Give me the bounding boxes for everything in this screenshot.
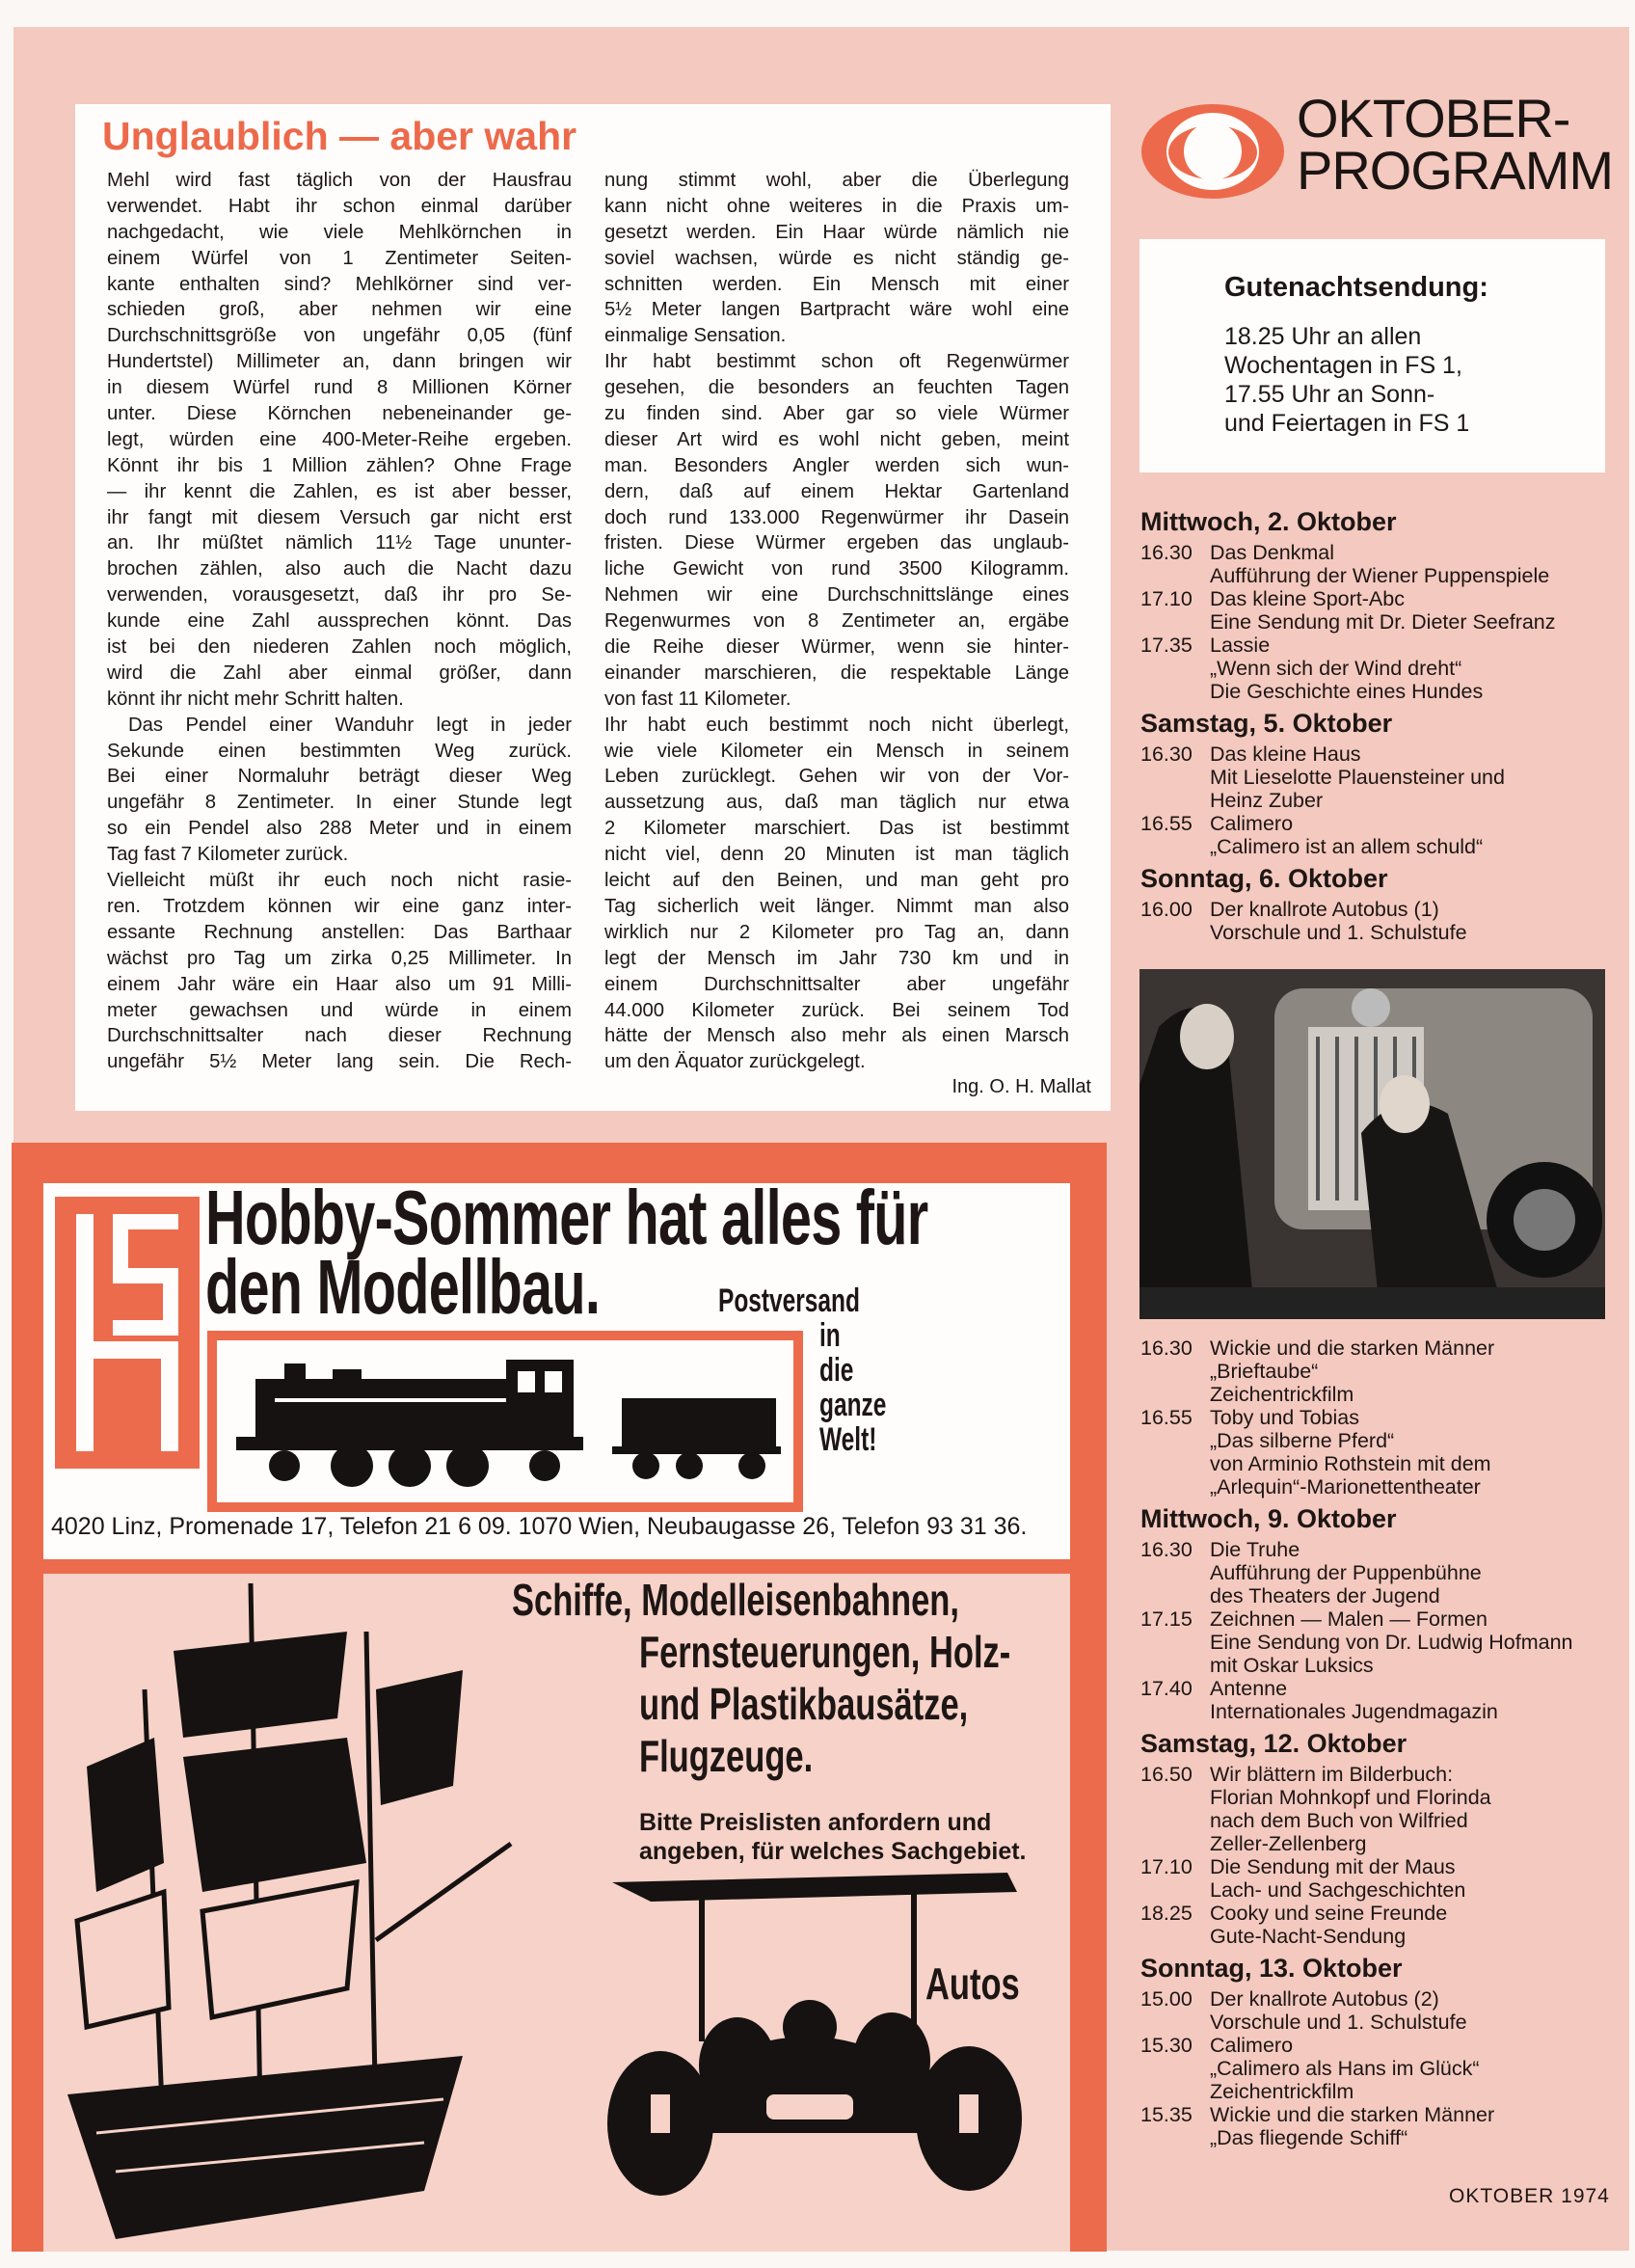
day-heading: Mittwoch, 2. Oktober <box>1140 507 1397 536</box>
program-description <box>1210 1763 1491 1855</box>
program-title <box>1297 88 1613 201</box>
program-line: Zeichentrickfilm <box>1210 1383 1354 1406</box>
program-line: Calimero <box>1210 812 1294 835</box>
program-description <box>1210 2034 1480 2103</box>
program-time: 16.00 <box>1140 898 1193 921</box>
program-description <box>1210 1406 1491 1498</box>
program-line: Mit Lieselotte Plauensteiner und <box>1210 766 1505 789</box>
ad-autos-label: Autos <box>925 1958 1020 2009</box>
program-description <box>1210 1607 1573 1677</box>
day-heading: Mittwoch, 9. Oktober <box>1140 1504 1397 1533</box>
article-line: kunde eine Zahl aussprechen könnt. Das <box>107 610 572 633</box>
program-time: 15.30 <box>1140 2034 1193 2057</box>
article-line: dern, daß auf einem Hektar Gartenland <box>604 480 1069 502</box>
article-line: dieser Art wird es wohl nicht geben, meint <box>604 428 1069 450</box>
article-line: Tag fast 7 Kilometer zurück. <box>107 844 349 866</box>
locomotive-icon <box>217 1340 793 1502</box>
article-line: einem Würfel von 1 Zentimeter Seiten- <box>107 247 572 269</box>
program-line: Aufführung der Puppenbühne <box>1210 1561 1482 1584</box>
article-line: 44.000 Kilometer zurück. Bei seinem Tod <box>604 999 1069 1021</box>
program-time: 16.30 <box>1140 541 1193 564</box>
program-line: des Theaters der Jugend <box>1210 1584 1440 1607</box>
article-line: Durchschnittsalter nach dieser Rechnung <box>107 1025 572 1047</box>
ad-headline-line2: den Modellbau. <box>205 1244 601 1330</box>
article-line: Tag sicherlich weit länger. Nimmt man also <box>604 895 1069 917</box>
program-line: „Arlequin“-Marionettentheater <box>1210 1475 1481 1498</box>
article-line: wird die Zahl aber einmal größer, dann <box>107 662 572 684</box>
article-line: Sekunde einen bestimmten Weg zurück. <box>107 740 572 762</box>
article-line: gesetzt werden. Ein Haar würde nämlich nie <box>604 221 1069 243</box>
article-line: Könnt ihr bis 1 Million zählen? Ohne Frage <box>107 454 572 476</box>
article-line: verwendet. Habt ihr schon einmal darüber <box>107 195 572 217</box>
article-line: legt, würden eine 400-Meter-Reihe ergeben. <box>107 428 572 450</box>
program-entry <box>1140 1763 1622 1855</box>
article-line: schnitten werden. Ein Mensch mit einer <box>604 273 1069 295</box>
article-line: ungefähr 8 Zentimeter. In einer Stunde legt <box>107 792 572 814</box>
day-heading: Sonntag, 13. Oktober <box>1140 1954 1403 1983</box>
program-entry <box>1140 812 1622 858</box>
ad-worldwide-line: ganze <box>819 1387 887 1423</box>
article-line: soviel wachsen, würde es nicht ständig ge- <box>604 247 1069 269</box>
ad-bottom-panel <box>43 1574 1070 2252</box>
article-line: Bei einer Normaluhr beträgt dieser Weg <box>107 766 572 788</box>
program-line: Heinz Zuber <box>1210 789 1324 812</box>
article-line: meter gewachsen und würde in einem <box>107 999 572 1021</box>
article-line: Regenwurmes von 8 Zentimeter an, ergäbe <box>604 610 1069 633</box>
program-entry <box>1140 1406 1622 1498</box>
article-line: hätte der Mensch also mehr als einen Marsch <box>604 1025 1069 1047</box>
goodnight-line: 18.25 Uhr an allen <box>1224 323 1422 350</box>
article-line: legt der Mensch im Jahr 730 km und in <box>604 947 1069 969</box>
ad-worldwide <box>819 1318 886 1457</box>
program-description <box>1210 812 1483 858</box>
program-line: mit Oskar Luksics <box>1210 1654 1374 1677</box>
article-line: brochen zählen, also auch die Nacht dazu <box>107 558 572 580</box>
day-heading: Sonntag, 6. Oktober <box>1140 864 1388 893</box>
day-heading: Samstag, 12. Oktober <box>1140 1729 1407 1758</box>
program-line: Zeichentrickfilm <box>1210 2080 1354 2103</box>
program-line: Vorschule und 1. Schulstufe <box>1210 2011 1467 2034</box>
program-entry <box>1140 1677 1622 1723</box>
program-time: 15.00 <box>1140 1987 1193 2011</box>
page-footer-date: OKTOBER 1974 <box>1449 2185 1610 2207</box>
program-line: Eine Sendung mit Dr. Dieter Seefranz <box>1210 610 1556 634</box>
train-illustration-frame <box>207 1331 803 1512</box>
program-entry <box>1140 2103 1622 2149</box>
article-line: Vielleicht müßt ihr euch noch nicht rasie- <box>107 870 572 892</box>
sailing-ship-icon <box>58 1574 540 2252</box>
article-line: einem Durchschnittsalter aber ungefähr <box>604 973 1069 995</box>
program-line: „Calimero als Hans im Glück“ <box>1210 2057 1480 2080</box>
article-line: Durchschnittsgröße von ungefähr 0,05 (fünf <box>107 325 572 347</box>
program-line: Wir blättern im Bilderbuch: <box>1210 1763 1454 1786</box>
goodnight-title: Gutenachtsendung: <box>1224 272 1488 303</box>
ad-request-line: Bitte Preislisten anfordern und <box>639 1809 992 1836</box>
program-entry <box>1140 634 1622 703</box>
article-line: ungefähr 5½ Meter lang sein. Die Rech- <box>107 1051 572 1073</box>
ad-request-line: angeben, für welches Sachgebiet. <box>639 1838 1027 1865</box>
tv-still-photo <box>1139 969 1605 1319</box>
program-time: 17.15 <box>1140 1607 1193 1631</box>
program-line: Lassie <box>1210 634 1271 657</box>
program-time: 16.30 <box>1140 742 1193 766</box>
program-entry <box>1140 541 1622 587</box>
article-line: von fast 11 Kilometer. <box>604 688 791 710</box>
program-line: Das kleine Sport-Abc <box>1210 587 1405 610</box>
ad-headline-line1: Hobby-Sommer hat alles für <box>205 1174 928 1260</box>
program-line: Toby und Tobias <box>1210 1406 1359 1429</box>
program-line: Wickie und die starken Männer <box>1210 1336 1495 1360</box>
program-line: Calimero <box>1210 2034 1294 2057</box>
goodnight-line: 17.55 Uhr an Sonn- <box>1224 381 1435 408</box>
race-car-icon <box>593 1844 1056 2210</box>
ad-products-line: und Plastikbausätze, <box>639 1679 969 1729</box>
program-time: 16.30 <box>1140 1538 1193 1561</box>
program-line: Das kleine Haus <box>1210 742 1361 766</box>
article-line: wirklich nur 2 Kilometer pro Tag an, dann <box>604 921 1069 943</box>
article-line: essante Rechnung anstellen: Das Barthaar <box>107 921 572 943</box>
program-line: Die Geschichte eines Hundes <box>1210 680 1484 703</box>
article-author: Ing. O. H. Mallat <box>952 1076 1091 1097</box>
article-line: könnt ihr nicht mehr Schritt halten. <box>107 688 404 710</box>
program-entry <box>1140 1902 1622 1948</box>
ad-products-line: Flugzeuge. <box>639 1731 814 1781</box>
program-entry <box>1140 1607 1622 1677</box>
orf-logo-icon <box>1139 102 1286 201</box>
hs-logo-icon <box>55 1197 200 1469</box>
program-description <box>1210 898 1467 944</box>
program-line: Der knallrote Autobus (2) <box>1210 1987 1439 2011</box>
article-line: nachgedacht, wie viele Mehlkörnchen in <box>107 221 572 243</box>
article-line: Nehmen wir eine Durchschnittslänge eines <box>604 584 1069 607</box>
article-line: 2 Kilometer marschiert. Das ist bestimmt <box>604 818 1069 840</box>
article-line: doch rund 133.000 Regenwürmer ihr Dasein <box>604 506 1069 528</box>
program-line: Das Denkmal <box>1210 541 1335 564</box>
goodnight-line: Wochentagen in FS 1, <box>1224 352 1462 379</box>
article-line: die Reihe dieser Würmer, wenn sie hinter- <box>604 636 1069 659</box>
article-line: einem Jahr wäre ein Haar also um 91 Milli- <box>107 973 572 995</box>
program-time: 17.10 <box>1140 1855 1193 1878</box>
article-line: kante enthalten sind? Mehlkörner sind ver- <box>107 273 572 295</box>
article-line: Mehl wird fast täglich von der Hausfrau <box>107 170 572 191</box>
program-time: 16.55 <box>1140 1406 1193 1429</box>
program-description <box>1210 1987 1467 2034</box>
article-line: nicht viel, denn 20 Minuten ist man täglich <box>604 844 1069 866</box>
article-line: Ihr habt bestimmt schon oft Regenwürmer <box>604 351 1069 373</box>
article-line: aussetzung aus, daß man täglich nur etwa <box>604 792 1069 814</box>
ad-top-panel <box>43 1174 1070 1559</box>
program-line: Cooky und seine Freunde <box>1210 1902 1448 1925</box>
ad-products-line: Fernsteuerungen, Holz- <box>639 1627 1011 1677</box>
program-entry <box>1140 1987 1622 2034</box>
program-line: Eine Sendung von Dr. Ludwig Hofmann <box>1210 1631 1573 1654</box>
program-entry <box>1140 898 1622 944</box>
article-line: — ihr kennt die Zahlen, es ist aber besser, <box>107 480 572 502</box>
program-line: Die Truhe <box>1210 1538 1300 1561</box>
article-line: Hundertstel) Millimeter an, dann bringen wir <box>107 351 572 373</box>
ad-products-line: Schiffe, Modelleisenbahnen, <box>512 1575 959 1625</box>
article-line: gesehen, die besonders an feuchten Tagen <box>604 377 1069 399</box>
article-line: in diesem Würfel rund 8 Millionen Körner <box>107 377 572 399</box>
article-line: ihr fangt mit diesem Versuch gar nicht erst <box>107 506 572 528</box>
program-entry <box>1140 1855 1622 1902</box>
program-description <box>1210 1336 1494 1406</box>
article-line: einander marschieren, die respektable Länge <box>604 662 1069 684</box>
article-line: ist bei den niederen Zahlen noch möglich, <box>107 636 572 659</box>
program-time: 17.35 <box>1140 634 1193 657</box>
photo-bus-and-people-icon <box>1139 969 1605 1319</box>
schedule-part-1 <box>1140 501 1622 944</box>
program-line: Florian Mohnkopf und Florinda <box>1210 1786 1491 1809</box>
program-description <box>1210 541 1549 587</box>
program-time: 17.10 <box>1140 587 1193 610</box>
program-title-line2: PROGRAMM <box>1297 140 1613 201</box>
program-entry <box>1140 742 1622 812</box>
program-description <box>1210 1677 1498 1723</box>
goodnight-box <box>1139 239 1605 472</box>
article-line: so ein Pendel also 288 Meter und in einem <box>107 818 572 840</box>
article-line: Ihr habt euch bestimmt noch nicht überlegt, <box>604 714 1069 736</box>
program-line: „Das silberne Pferd“ <box>1210 1429 1395 1452</box>
program-line: Wickie und die starken Männer <box>1210 2103 1495 2126</box>
article-line: liche Gewicht von rund 3500 Kilogramm. <box>604 558 1069 580</box>
schedule-part-2 <box>1140 1336 1622 2149</box>
program-line: Zeichnen — Malen — Formen <box>1210 1607 1488 1631</box>
program-time: 16.30 <box>1140 1336 1193 1360</box>
ad-postversand: Postversand <box>718 1282 860 1319</box>
article-line: wie viele Kilometer ein Mensch in seinem <box>604 740 1069 762</box>
program-line: Antenne <box>1210 1677 1288 1700</box>
program-description <box>1210 634 1483 703</box>
article-line: kann nicht ohne weiteres in die Praxis um- <box>604 195 1069 217</box>
program-description <box>1210 1902 1447 1948</box>
article-line: unter. Diese Körnchen nebeneinander ge- <box>107 403 572 425</box>
article-line: zu finden sind. Aber gar so viele Würmer <box>604 403 1069 425</box>
program-entry <box>1140 1538 1622 1607</box>
program-time: 16.50 <box>1140 1763 1193 1786</box>
program-description <box>1210 1855 1465 1902</box>
program-line: Internationales Jugendmagazin <box>1210 1700 1498 1723</box>
program-description <box>1210 742 1505 812</box>
article-line: wächst pro Tag um zirka 0,25 Millimeter. In <box>107 947 572 969</box>
article-line: Leben zurücklegt. Gehen wir von der Vor- <box>604 766 1069 788</box>
ad-address: 4020 Linz, Promenade 17, Telefon 21 6 09. 1070 Wien, Neubaugasse 26, Telefon 93 31 36. <box>51 1513 1028 1540</box>
program-description <box>1210 1538 1482 1607</box>
day-heading: Samstag, 5. Oktober <box>1140 709 1393 738</box>
article-line: einmalige Sensation. <box>604 325 787 347</box>
article-line: man. Besonders Angler werden sich wun- <box>604 454 1069 476</box>
program-title-line1: OKTOBER- <box>1297 88 1570 148</box>
program-time: 18.25 <box>1140 1902 1193 1925</box>
program-time: 16.55 <box>1140 812 1193 835</box>
article-line: Das Pendel einer Wanduhr legt in jeder <box>128 714 572 736</box>
program-time: 17.40 <box>1140 1677 1193 1700</box>
program-entry <box>1140 1336 1622 1406</box>
article-line: an. Ihr müßtet nämlich 11½ Tage ununter- <box>107 532 572 554</box>
article-line: schieden groß, aber nehmen wir eine <box>107 299 572 321</box>
program-line: „Brieftaube“ <box>1210 1360 1319 1383</box>
program-entry <box>1140 587 1622 634</box>
article-column-right <box>604 168 1069 1075</box>
program-line: Aufführung der Wiener Puppenspiele <box>1210 564 1550 587</box>
program-line: Gute-Nacht-Sendung <box>1210 1925 1407 1948</box>
article-line: fristen. Diese Würmer ergeben das unglaub- <box>604 532 1069 554</box>
goodnight-times <box>1224 322 1469 438</box>
program-line: Der knallrote Autobus (1) <box>1210 898 1439 921</box>
program-time: 15.35 <box>1140 2103 1193 2126</box>
program-line: Zeller-Zellenberg <box>1210 1832 1367 1855</box>
program-line: Lach- und Sachgeschichten <box>1210 1878 1466 1902</box>
ad-worldwide-line: die <box>819 1352 854 1389</box>
article-line: ren. Trotzdem können wir eine ganz inter- <box>107 895 572 917</box>
program-line: „Wenn sich der Wind dreht“ <box>1210 657 1462 680</box>
article-line: um den Äquator zurückgelegt. <box>604 1051 866 1073</box>
article-title: Unglaublich — aber wahr <box>102 114 577 158</box>
ad-worldwide-line: Welt! <box>819 1421 877 1458</box>
program-line: „Calimero ist an allem schuld“ <box>1210 835 1484 858</box>
program-line: nach dem Buch von Wilfried <box>1210 1809 1468 1832</box>
article-line: 5½ Meter langen Bartpracht wäre wohl eine <box>604 299 1069 321</box>
program-line: von Arminio Rothstein mit dem <box>1210 1452 1491 1475</box>
program-description <box>1210 587 1556 634</box>
article-line: leicht auf den Beinen, und man geht pro <box>604 870 1069 892</box>
program-entry <box>1140 2034 1622 2103</box>
program-line: Die Sendung mit der Maus <box>1210 1855 1456 1878</box>
article-line: nung stimmt wohl, aber die Überlegung <box>604 170 1069 191</box>
goodnight-line: und Feiertagen in FS 1 <box>1224 410 1470 437</box>
program-line: „Das fliegende Schiff“ <box>1210 2126 1408 2149</box>
ad-worldwide-line: in <box>819 1317 841 1354</box>
program-line: Vorschule und 1. Schulstufe <box>1210 921 1467 944</box>
article-line: verwenden, vorausgesetzt, daß ihr pro Se- <box>107 584 572 607</box>
program-description <box>1210 2103 1494 2149</box>
article-column-left <box>107 168 572 1075</box>
article-box <box>75 104 1111 1111</box>
